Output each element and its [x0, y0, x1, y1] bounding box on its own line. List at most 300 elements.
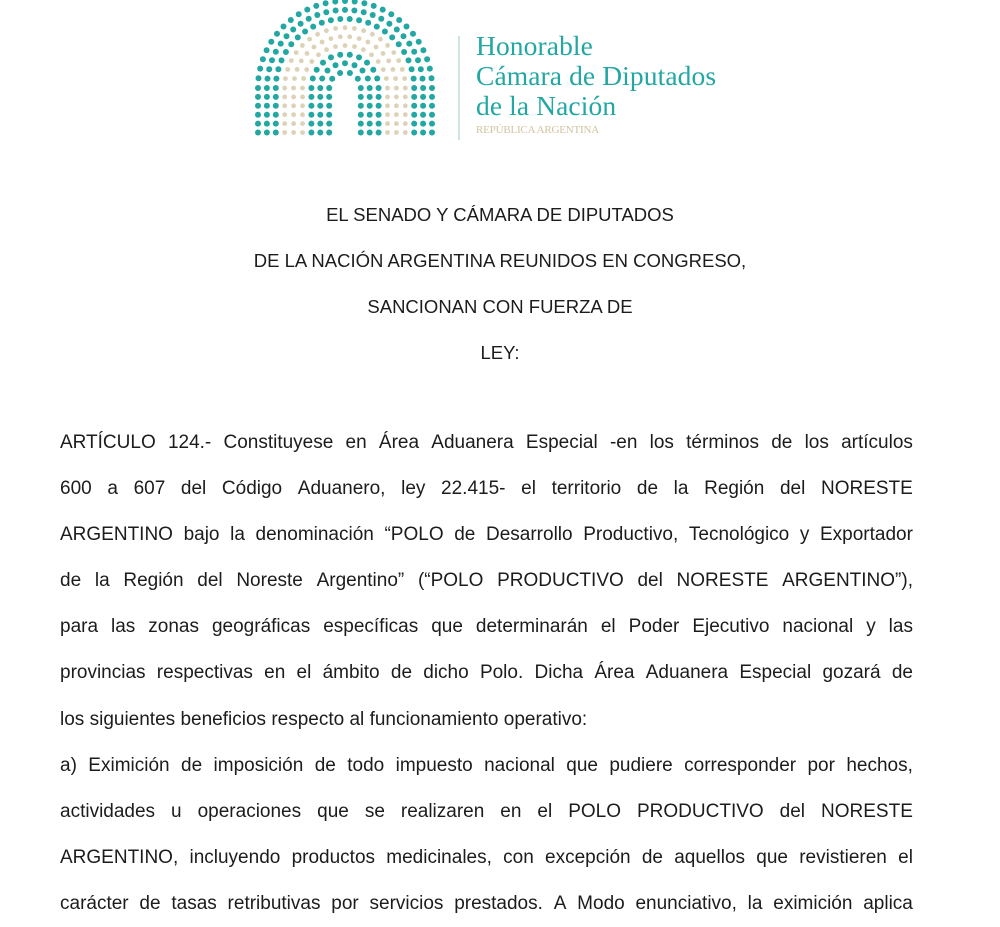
body-line [60, 743, 913, 789]
body-word: “POLO [384, 524, 444, 546]
emblem-seat-dot [289, 58, 294, 63]
logo-title-line-3: de la Nación [476, 90, 617, 121]
body-word: los [649, 432, 674, 453]
body-word: PRODUCTIVO [637, 800, 764, 822]
emblem-seat-dot [361, 47, 366, 52]
emblem-seat-dot [429, 112, 435, 118]
emblem-seat-dot [300, 130, 305, 135]
body-word: PRODUCTIVO [497, 570, 624, 592]
emblem-seat-dot [416, 39, 422, 45]
emblem-seat-dot [403, 86, 408, 91]
body-word: Productivo, [583, 524, 679, 546]
emblem-seat-dot [291, 130, 296, 135]
emblem-seat-dot [394, 112, 399, 117]
body-word: gozará [822, 662, 881, 684]
emblem-seat-dot [264, 94, 270, 100]
emblem-seat-dot [385, 112, 390, 117]
emblem-seat-dot [282, 86, 287, 91]
body-word: Argentino” [316, 570, 405, 592]
emblem-seat-dot [264, 85, 270, 91]
body-word: medicinales, [386, 846, 492, 868]
emblem-seat-dot [347, 16, 353, 22]
emblem-seat-dot [361, 9, 367, 15]
emblem-seat-dot [361, 28, 366, 33]
body-word: Poder [628, 616, 680, 638]
body-word: operaciones [197, 800, 302, 822]
body-line [60, 789, 913, 835]
emblem-seat-dot [342, 7, 348, 13]
emblem-seat-dot [308, 130, 314, 136]
emblem-seat-dot [411, 121, 417, 127]
body-word: respectivas [156, 662, 253, 684]
emblem-seat-dot [367, 121, 373, 127]
body-word: Desarrollo [486, 524, 573, 546]
body-word: beneficios [180, 708, 267, 730]
chamber-logo [0, 0, 1000, 160]
emblem-seat-dot [308, 85, 314, 91]
heading-line-3: SANCIONAN CON FUERZA DE [367, 296, 633, 317]
body-word: y [866, 616, 876, 638]
emblem-seat-dot [404, 24, 410, 30]
emblem-seat-dot [429, 94, 435, 100]
emblem-seat-dot [265, 76, 271, 82]
emblem-seat-dot [319, 76, 325, 82]
emblem-seat-dot [264, 121, 270, 127]
body-line [60, 558, 913, 604]
emblem-seat-dot [308, 121, 314, 127]
emblem-seat-dot [370, 67, 376, 73]
body-word: A [553, 892, 567, 914]
emblem-seat-dot [385, 130, 390, 135]
emblem-seat-dot [304, 67, 309, 72]
emblem-seat-dot [411, 103, 417, 109]
emblem-seat-dot [355, 76, 361, 82]
emblem-seat-dot [291, 121, 296, 126]
emblem-seat-dot [260, 56, 266, 62]
emblem-seat-dot [356, 17, 362, 23]
emblem-seat-dot [273, 121, 279, 127]
body-word: 22.415- [441, 478, 506, 500]
body-word: con [503, 846, 534, 868]
emblem-seat-dot [305, 51, 310, 56]
emblem-seat-dot [333, 44, 338, 49]
emblem-seat-dot [376, 59, 381, 64]
emblem-seat-dot [367, 94, 373, 100]
emblem-seat-dot [369, 52, 374, 57]
emblem-seat-dot [323, 9, 329, 15]
body-word: del [637, 570, 663, 592]
emblem-seat-dot [304, 7, 310, 13]
body-word: Modo [577, 892, 625, 914]
emblem-seat-dot [409, 66, 415, 72]
emblem-seat-dot [342, 60, 348, 66]
emblem-seat-dot [291, 103, 296, 108]
emblem-seat-dot [420, 121, 426, 127]
emblem-seat-dot [352, 62, 358, 68]
body-word: de [60, 570, 82, 592]
body-word: por [807, 754, 835, 776]
emblem-seat-dot [401, 49, 407, 55]
emblem-seat-dot [273, 85, 279, 91]
emblem-seat-dot [420, 85, 426, 91]
emblem-seat-dot [307, 37, 312, 42]
body-line [60, 420, 913, 466]
body-word: enunciativo, [635, 892, 737, 914]
logo-title-line-1: Honorable [476, 30, 593, 61]
body-word: el [600, 616, 616, 638]
body-word: ARGENTINO, [60, 846, 179, 868]
emblem-seat-dot [374, 24, 380, 30]
emblem-seat-dot [326, 121, 332, 127]
emblem-seat-dot [371, 3, 377, 9]
body-word: de [139, 892, 161, 914]
emblem-seat-dot [347, 34, 352, 39]
emblem-seat-dot [333, 62, 339, 68]
emblem-seat-dot [319, 20, 325, 26]
emblem-seat-dot [396, 17, 402, 23]
body-word: Eximición [88, 754, 170, 776]
emblem-seat-dot [274, 31, 280, 37]
body-word: de [891, 662, 913, 684]
emblem-seat-dot [308, 94, 314, 100]
body-word: excepción [545, 846, 631, 868]
emblem-seat-dot [282, 130, 287, 135]
body-word: POLO [568, 800, 622, 822]
emblem-seat-dot [403, 112, 408, 117]
emblem-seat-dot [357, 36, 362, 41]
emblem-seat-dot [394, 86, 399, 91]
emblem-seat-dot [317, 121, 323, 127]
body-word: de [181, 754, 203, 776]
emblem-seat-dot [283, 76, 288, 81]
body-word: Noreste [236, 570, 303, 592]
emblem-seat-dot [279, 57, 285, 63]
body-word: eximición [773, 892, 853, 914]
heading-line-2: DE LA NACIÓN ARGENTINA REUNIDOS EN CONGRESO, [253, 250, 747, 271]
emblem-seat-dot [367, 130, 373, 136]
emblem-seat-dot [420, 103, 426, 109]
emblem-seat-dot [255, 130, 261, 136]
body-word: que [431, 616, 463, 638]
emblem-seat-dot [268, 39, 274, 45]
emblem-seat-dot [266, 66, 272, 72]
emblem-seat-dot [406, 41, 412, 47]
emblem-seat-dot [401, 33, 407, 39]
body-word: retributivas [227, 892, 321, 914]
emblem-seat-dot [255, 103, 261, 109]
body-word: servicios [369, 892, 444, 914]
body-word: geográficas [211, 616, 311, 638]
body-word: Exportador [819, 524, 913, 546]
emblem-seat-dot [376, 94, 382, 100]
body-word: -en [609, 432, 638, 453]
body-word: ARTÍCULO [60, 432, 156, 453]
emblem-seat-dot [358, 130, 364, 136]
body-word: para [60, 616, 99, 638]
body-word: la [747, 892, 763, 914]
emblem-seat-dot [394, 27, 400, 33]
emblem-seat-dot [360, 68, 366, 74]
emblem-seat-dot [308, 112, 314, 118]
body-word: el [537, 800, 553, 822]
parliament-arch-emblem-icon [0, 0, 470, 160]
emblem-seat-dot [296, 11, 302, 17]
body-word: Dicha [534, 662, 584, 684]
body-word: se [364, 800, 385, 822]
emblem-seat-dot [255, 94, 261, 100]
body-word: imposición [213, 754, 304, 776]
emblem-seat-dot [255, 112, 261, 118]
body-word: u [171, 800, 182, 822]
emblem-seat-dot [317, 130, 323, 136]
emblem-seat-dot [370, 32, 375, 37]
emblem-seat-dot [317, 103, 323, 109]
body-word: NORESTE [820, 478, 913, 500]
body-word: del [180, 478, 207, 500]
emblem-seat-dot [367, 103, 373, 109]
emblem-seat-dot [411, 49, 417, 55]
emblem-seat-dot [320, 60, 326, 66]
emblem-seat-dot [411, 94, 417, 100]
body-word: ARGENTINO”), [782, 570, 913, 592]
emblem-seat-dot [403, 130, 408, 135]
emblem-seat-dot [326, 85, 332, 91]
body-word: todo [347, 754, 385, 776]
body-word: prestados. [454, 892, 543, 914]
emblem-seat-dot [411, 130, 417, 136]
body-word: determinarán [475, 616, 588, 638]
body-word: Tecnológico [688, 524, 790, 546]
emblem-seat-dot [273, 76, 279, 82]
body-line [60, 512, 913, 558]
emblem-seat-dot [317, 85, 323, 91]
body-word: que [756, 846, 788, 868]
emblem-seat-dot [388, 11, 394, 17]
body-word: del [197, 570, 223, 592]
body-word: territorio [551, 478, 622, 500]
emblem-seat-dot [418, 66, 424, 72]
emblem-seat-dot [256, 75, 262, 81]
emblem-seat-dot [288, 41, 294, 47]
emblem-seat-dot [291, 112, 296, 117]
body-word: que [317, 800, 349, 822]
logo-subtitle: REPÚBLICA ARGENTINA [476, 124, 600, 136]
emblem-seat-dot [385, 121, 390, 126]
body-word: 600 [60, 478, 92, 500]
body-word: Código [221, 478, 283, 500]
body-word: bajo [183, 524, 220, 546]
emblem-seat-dot [358, 121, 364, 127]
emblem-seat-dot [385, 95, 390, 100]
emblem-seat-dot [282, 112, 287, 117]
emblem-seat-dot [300, 121, 305, 126]
emblem-seat-dot [295, 34, 301, 40]
emblem-seat-dot [403, 103, 408, 108]
body-word: las [888, 616, 913, 638]
emblem-seat-dot [352, 0, 358, 5]
body-word: ámbito [322, 662, 380, 684]
emblem-seat-dot [420, 130, 426, 136]
body-word: Área [594, 662, 635, 684]
body-word: términos [686, 432, 759, 453]
body-line [60, 650, 913, 696]
body-word: Región [704, 478, 765, 500]
emblem-seat-dot [317, 112, 323, 118]
emblem-seat-dot [365, 76, 371, 82]
body-word: y [799, 524, 810, 546]
body-word: actividades [60, 800, 156, 822]
emblem-seat-dot [281, 24, 287, 30]
body-word: de [641, 846, 663, 868]
body-word: el [898, 846, 913, 868]
emblem-seat-dot [306, 16, 312, 22]
article-124-text [60, 420, 913, 927]
emblem-seat-dot [342, 0, 348, 4]
body-word: NORESTE [821, 800, 913, 822]
emblem-seat-dot [269, 57, 275, 63]
emblem-seat-dot [429, 85, 435, 91]
emblem-seat-dot [309, 59, 314, 64]
emblem-seat-dot [385, 86, 390, 91]
emblem-seat-dot [394, 121, 399, 126]
body-word: Aduanero, [297, 478, 386, 500]
body-word: realizaren [400, 800, 485, 822]
emblem-seat-dot [264, 47, 270, 53]
body-word: pudiere [609, 754, 673, 776]
body-word: nacional [484, 754, 555, 776]
emblem-seat-dot [337, 52, 343, 58]
emblem-seat-dot [352, 44, 357, 49]
body-word: nacional [782, 616, 854, 638]
body-word: 607 [133, 478, 166, 500]
emblem-seat-dot [255, 121, 261, 127]
emblem-seat-dot [294, 50, 299, 55]
body-word: Constituyese [223, 432, 334, 453]
emblem-seat-dot [366, 40, 371, 45]
emblem-seat-dot [284, 33, 290, 39]
emblem-seat-dot [384, 76, 389, 81]
body-word: dicho [423, 662, 469, 684]
body-word: respecto [271, 708, 345, 730]
emblem-seat-dot [316, 52, 321, 57]
body-word: de [454, 524, 476, 546]
body-word: de [771, 432, 793, 453]
emblem-seat-dot [320, 40, 325, 45]
emblem-seat-dot [394, 103, 399, 108]
emblem-seat-dot [275, 66, 281, 72]
emblem-seat-dot [264, 103, 270, 109]
emblem-seat-dot [370, 12, 376, 18]
body-word: a [107, 478, 118, 500]
body-word: a) [60, 754, 77, 776]
emblem-seat-dot [415, 57, 421, 63]
logo-divider [458, 36, 460, 140]
heading-line-1: EL SENADO Y CÁMARA DE DIPUTADOS [326, 204, 674, 225]
body-word: Región [123, 570, 184, 592]
body-word: zonas [148, 616, 199, 638]
body-word: al [349, 708, 365, 730]
body-word: de [314, 754, 336, 776]
emblem-seat-dot [367, 85, 373, 91]
emblem-seat-dot [273, 112, 279, 118]
body-word: por [331, 892, 359, 914]
emblem-seat-dot [282, 95, 287, 100]
body-word: corresponder [684, 754, 797, 776]
emblem-seat-dot [326, 94, 332, 100]
emblem-seat-dot [300, 95, 305, 100]
body-word: denominación [255, 524, 374, 546]
emblem-seat-dot [338, 34, 343, 39]
body-word: carácter [60, 892, 129, 914]
emblem-seat-dot [273, 103, 279, 109]
body-word: específicas [323, 616, 419, 638]
emblem-seat-dot [358, 85, 364, 91]
emblem-seat-dot [326, 130, 332, 136]
emblem-seat-dot [429, 121, 435, 127]
body-word: ley [401, 478, 426, 500]
emblem-seat-dot [300, 43, 305, 48]
body-word: 124.- [167, 432, 212, 453]
body-word: la [673, 478, 689, 500]
emblem-seat-dot [325, 68, 331, 74]
emblem-seat-dot [411, 112, 417, 118]
body-word: incluyendo [189, 846, 281, 868]
emblem-seat-dot [290, 27, 296, 33]
emblem-seat-dot [376, 85, 382, 91]
emblem-seat-dot [288, 17, 294, 23]
emblem-seat-dot [391, 50, 396, 55]
body-line [60, 604, 913, 650]
emblem-seat-dot [310, 24, 316, 30]
emblem-seat-dot [298, 21, 304, 27]
body-word: revistieren [799, 846, 887, 868]
emblem-seat-dot [292, 76, 297, 81]
emblem-seat-dot [314, 67, 320, 73]
emblem-seat-dot [389, 34, 395, 40]
emblem-seat-dot [273, 49, 279, 55]
emblem-seat-dot [403, 121, 408, 126]
emblem-seat-dot [402, 76, 407, 81]
emblem-seat-dot [378, 37, 383, 42]
body-word: en [500, 800, 522, 822]
emblem-seat-dot [374, 45, 379, 50]
body-word: (“POLO [417, 570, 484, 592]
emblem-seat-dot [308, 103, 314, 109]
emblem-seat-dot [315, 32, 320, 37]
emblem-seat-dot [427, 66, 433, 72]
emblem-seat-dot [299, 59, 304, 64]
emblem-seat-dot [278, 41, 284, 47]
emblem-seat-dot [333, 8, 339, 14]
emblem-seat-dot [420, 47, 426, 53]
emblem-seat-dot [255, 85, 261, 91]
emblem-seat-dot [391, 67, 396, 72]
emblem-seat-dot [314, 12, 320, 18]
emblem-seat-dot [324, 47, 329, 52]
emblem-seat-dot [282, 121, 287, 126]
emblem-seat-dot [300, 86, 305, 91]
emblem-seat-dot [429, 130, 435, 136]
emblem-seat-dot [396, 41, 402, 47]
emblem-seat-dot [378, 16, 384, 22]
emblem-seat-dot [358, 112, 364, 118]
body-word: los [804, 432, 829, 453]
logo-wordmark [476, 31, 716, 137]
body-word: en [345, 432, 367, 453]
emblem-seat-dot [385, 43, 390, 48]
emblem-seat-dot [283, 49, 289, 55]
emblem-seat-dot [358, 103, 364, 109]
